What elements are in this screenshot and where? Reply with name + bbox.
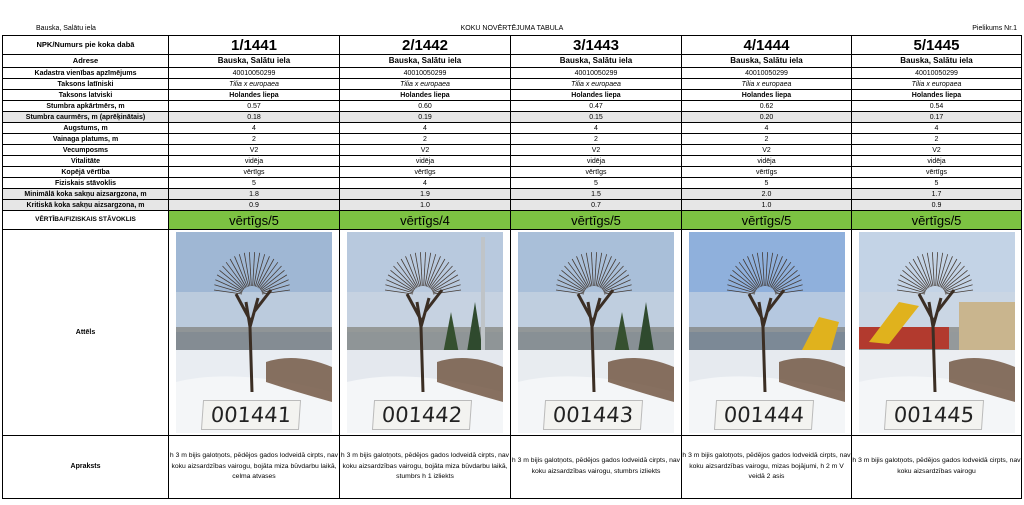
cell-augstums: 4 (511, 123, 682, 134)
tree-number-plate (372, 400, 472, 430)
cell-npk: 4/1444 (682, 36, 852, 55)
cell-stavoklis: 5 (682, 178, 852, 189)
cell-kadastrs: 40010050299 (511, 68, 682, 79)
cell-apraksts: h 3 m bijis galotņots, pēdējos gados lodveidā cirpts, nav koku aizsardzības vairogu, mizas bojājumi, h 2 m V veidā 2 asis (682, 436, 852, 499)
cell-apkartmers: 0.54 (852, 101, 1022, 112)
cell-apraksts: h 3 m bijis galotņots, pēdējos gados lodveidā cirpts, nav koku aizsardzības vairogu, bojāta miza būvdarbu laikā, stumbrs h 1 izliekts (340, 436, 511, 499)
row-min-zona (3, 189, 1022, 200)
tree-photo (689, 232, 845, 433)
cell-apkartmers: 0.57 (169, 101, 340, 112)
plate-number: 001441 (210, 403, 292, 427)
header-title: KOKU NOVĒRTĒJUMA TABULA (460, 25, 564, 32)
cell-taksons-lat: Tilia x europaea (169, 79, 340, 90)
cell-kadastrs: 40010050299 (682, 68, 852, 79)
cell-vert-stav: vērtīgs/5 (852, 211, 1022, 230)
cell-adrese: Bauska, Salātu iela (852, 55, 1022, 68)
row-label: Kritiskā koka sakņu aizsargzona, m (3, 200, 169, 211)
tree-photo-cell (340, 230, 511, 436)
cell-krit-zona: 0.9 (169, 200, 340, 211)
cell-krit-zona: 0.9 (852, 200, 1022, 211)
cell-min-zona: 1.9 (340, 189, 511, 200)
row-label: Kadastra vienības apzīmējums (3, 68, 169, 79)
cell-vitalitate: vidēja (682, 156, 852, 167)
row-npk (3, 36, 1022, 55)
row-vert-stav (3, 211, 1022, 230)
cell-npk: 1/1441 (169, 36, 340, 55)
cell-stavoklis: 5 (169, 178, 340, 189)
cell-min-zona: 1.7 (852, 189, 1022, 200)
row-taksons-lat (3, 79, 1022, 90)
cell-krit-zona: 1.0 (340, 200, 511, 211)
plate-number: 001445 (892, 403, 975, 427)
row-augstums (3, 123, 1022, 134)
page-header (0, 0, 1024, 34)
row-adrese (3, 55, 1022, 68)
cell-apraksts: h 3 m bijis galotņots, pēdējos gados lodveidā cirpts, nav koku aizsardzības vairogu, stumbrs izliekts (511, 436, 682, 499)
tree-photo (518, 232, 674, 433)
row-label: VĒRTĪBA/FIZISKAIS STĀVOKLIS (3, 211, 169, 230)
tree-number-plate (201, 400, 301, 430)
cell-adrese: Bauska, Salātu iela (169, 55, 340, 68)
plate-number: 001444 (722, 403, 805, 427)
row-label: Vainaga platums, m (3, 134, 169, 145)
cell-taksons-lv: Holandes liepa (682, 90, 852, 101)
cell-vitalitate: vidēja (852, 156, 1022, 167)
cell-caurmers: 0.19 (340, 112, 511, 123)
cell-vert-stav: vērtīgs/5 (169, 211, 340, 230)
row-vecumposms (3, 145, 1022, 156)
cell-krit-zona: 1.0 (682, 200, 852, 211)
cell-stavoklis: 5 (852, 178, 1022, 189)
cell-apraksts: h 3 m bijis galotņots, pēdējos gados lodveidā cirpts, nav koku aizsardzības vairogu (852, 436, 1022, 499)
header-appendix: Pielikums Nr.1 (972, 25, 1017, 32)
cell-apraksts: h 3 m bijis galotņots, pēdējos gados lodveidā cirpts, nav koku aizsardzības vairogu, bojāta miza būvdarbu laikā, celma atvases (169, 436, 340, 499)
row-label: Taksons latīniski (3, 79, 169, 90)
cell-caurmers: 0.17 (852, 112, 1022, 123)
row-taksons-lv (3, 90, 1022, 101)
cell-vecumposms: V2 (852, 145, 1022, 156)
row-label: Vitalitāte (3, 156, 169, 167)
row-vitalitate (3, 156, 1022, 167)
tree-number-plate (713, 400, 813, 430)
row-vainags (3, 134, 1022, 145)
cell-npk: 2/1442 (340, 36, 511, 55)
row-label: Attēls (3, 230, 169, 436)
cell-vainags: 2 (682, 134, 852, 145)
cell-vitalitate: vidēja (340, 156, 511, 167)
cell-npk: 3/1443 (511, 36, 682, 55)
cell-vainags: 2 (511, 134, 682, 145)
plate-number: 001443 (552, 403, 634, 427)
cell-vecumposms: V2 (682, 145, 852, 156)
tree-photo-cell (511, 230, 682, 436)
cell-vertiba: vērtīgs (682, 167, 852, 178)
row-label: Stumbra apkārtmērs, m (3, 101, 169, 112)
tree-number-plate (543, 400, 643, 430)
row-apraksts (3, 436, 1022, 499)
cell-vertiba: vērtīgs (340, 167, 511, 178)
cell-min-zona: 1.5 (511, 189, 682, 200)
cell-augstums: 4 (682, 123, 852, 134)
tree-photo (859, 232, 1015, 433)
header-location: Bauska, Salātu iela (36, 25, 96, 32)
cell-taksons-lat: Tilia x europaea (682, 79, 852, 90)
cell-vitalitate: vidēja (169, 156, 340, 167)
cell-vainags: 2 (852, 134, 1022, 145)
cell-vainags: 2 (340, 134, 511, 145)
cell-taksons-lat: Tilia x europaea (511, 79, 682, 90)
tree-photo-cell (169, 230, 340, 436)
cell-min-zona: 1.8 (169, 189, 340, 200)
row-label: Taksons latviski (3, 90, 169, 101)
cell-caurmers: 0.20 (682, 112, 852, 123)
row-label: Apraksts (3, 436, 169, 499)
cell-krit-zona: 0.7 (511, 200, 682, 211)
row-attels (3, 230, 1022, 436)
cell-taksons-lv: Holandes liepa (852, 90, 1022, 101)
cell-vertiba: vērtīgs (511, 167, 682, 178)
cell-apkartmers: 0.47 (511, 101, 682, 112)
cell-vitalitate: vidēja (511, 156, 682, 167)
row-label: Kopējā vērtība (3, 167, 169, 178)
tree-photo (347, 232, 503, 433)
cell-vainags: 2 (169, 134, 340, 145)
cell-npk: 5/1445 (852, 36, 1022, 55)
row-label: Fiziskais stāvoklis (3, 178, 169, 189)
cell-stavoklis: 4 (340, 178, 511, 189)
cell-taksons-lat: Tilia x europaea (852, 79, 1022, 90)
cell-vecumposms: V2 (340, 145, 511, 156)
cell-min-zona: 2.0 (682, 189, 852, 200)
cell-kadastrs: 40010050299 (852, 68, 1022, 79)
tree-photo (176, 232, 332, 433)
row-apkartmers (3, 101, 1022, 112)
row-label: Vecumposms (3, 145, 169, 156)
row-label: Minimālā koka sakņu aizsargzona, m (3, 189, 169, 200)
row-vertiba (3, 167, 1022, 178)
cell-taksons-lat: Tilia x europaea (340, 79, 511, 90)
cell-vertiba: vērtīgs (852, 167, 1022, 178)
cell-vecumposms: V2 (511, 145, 682, 156)
cell-caurmers: 0.15 (511, 112, 682, 123)
row-label: Adrese (3, 55, 169, 68)
cell-vertiba: vērtīgs (169, 167, 340, 178)
row-stavoklis (3, 178, 1022, 189)
row-krit-zona (3, 200, 1022, 211)
cell-vert-stav: vērtīgs/4 (340, 211, 511, 230)
cell-stavoklis: 5 (511, 178, 682, 189)
cell-vecumposms: V2 (169, 145, 340, 156)
cell-augstums: 4 (169, 123, 340, 134)
cell-taksons-lv: Holandes liepa (340, 90, 511, 101)
cell-taksons-lv: Holandes liepa (511, 90, 682, 101)
cell-adrese: Bauska, Salātu iela (682, 55, 852, 68)
row-label: Augstums, m (3, 123, 169, 134)
tree-assessment-table (2, 35, 1022, 499)
cell-adrese: Bauska, Salātu iela (511, 55, 682, 68)
row-label: NPK/Numurs pie koka dabā (3, 36, 169, 55)
cell-kadastrs: 40010050299 (169, 68, 340, 79)
row-kadastrs (3, 68, 1022, 79)
cell-augstums: 4 (340, 123, 511, 134)
cell-augstums: 4 (852, 123, 1022, 134)
cell-adrese: Bauska, Salātu iela (340, 55, 511, 68)
cell-apkartmers: 0.62 (682, 101, 852, 112)
row-caurmers (3, 112, 1022, 123)
tree-number-plate (883, 400, 983, 430)
tree-photo-cell (682, 230, 852, 436)
cell-vert-stav: vērtīgs/5 (682, 211, 852, 230)
cell-apkartmers: 0.60 (340, 101, 511, 112)
cell-kadastrs: 40010050299 (340, 68, 511, 79)
plate-number: 001442 (381, 403, 463, 427)
cell-vert-stav: vērtīgs/5 (511, 211, 682, 230)
cell-taksons-lv: Holandes liepa (169, 90, 340, 101)
cell-caurmers: 0.18 (169, 112, 340, 123)
tree-photo-cell (852, 230, 1022, 436)
row-label: Stumbra caurmērs, m (aprēķinātais) (3, 112, 169, 123)
